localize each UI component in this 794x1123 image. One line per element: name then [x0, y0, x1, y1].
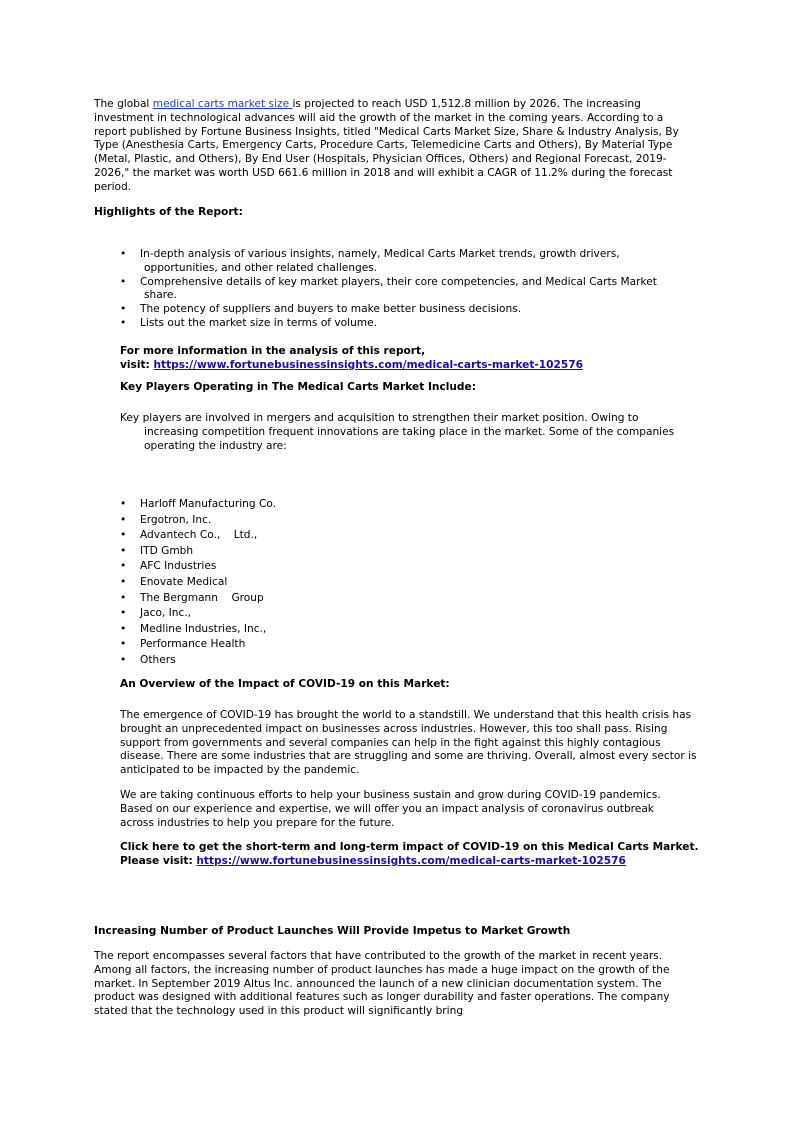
bullet-icon: • [120, 560, 127, 573]
bullet-icon: • [120, 275, 127, 288]
company-item [120, 513, 520, 529]
list-item [120, 303, 680, 317]
more-info-block [120, 345, 700, 373]
company-item [120, 653, 520, 669]
key-players-intro-rest: increasing competition frequent innovations are taking place in the market. Some of the companies operating the industry are: [144, 425, 675, 452]
bullet-icon: • [120, 607, 127, 620]
more-info-visit-line [120, 359, 700, 373]
medical-carts-market-size-link[interactable]: medical carts market size [152, 98, 293, 110]
company-name: Harloff Manufacturing Co. [140, 498, 277, 510]
bullet-icon: • [120, 498, 127, 510]
bullet-icon: • [120, 316, 127, 329]
company-item [120, 528, 520, 544]
list-item [120, 276, 680, 304]
company-name: The Bergmann Group [140, 591, 264, 604]
bullet-icon: • [120, 303, 127, 316]
company-name: Others [140, 653, 176, 666]
bullet-icon: • [120, 653, 127, 666]
bullet-icon: • [120, 638, 127, 651]
highlights-list [120, 248, 680, 331]
company-name: Jaco, Inc., [140, 607, 192, 620]
company-item [120, 559, 520, 575]
company-item [120, 544, 520, 560]
bullet-icon: • [120, 529, 127, 542]
covid-paragraph-2: We are taking continuous efforts to help your business sustain and grow during COVID-19 pandemics. Based on our experience and expertise, we will offer you an impact analysis of coronavirus outbreak across industries to help you prepare for the future. [120, 789, 661, 829]
key-players-intro [120, 412, 680, 453]
highlights-heading: Highlights of the Report: [94, 206, 243, 218]
covid-cta-text: Click here to get the short-term and long-term impact of COVID-19 on this Medical Carts Market. Please visit: [120, 841, 699, 867]
bullet-icon: • [120, 544, 127, 557]
company-item [120, 591, 520, 607]
company-name: AFC Industries [140, 560, 217, 573]
visit-label: visit: [120, 358, 154, 371]
more-info-text: For more information in the analysis of this report, [120, 345, 426, 357]
company-item [120, 575, 520, 591]
key-players-intro-line1: Key players are involved in mergers and acquisition to strengthen their market position. Owing to [120, 412, 639, 424]
company-name: Enovate Medical [140, 575, 228, 588]
company-name: Ergotron, Inc. [140, 513, 212, 526]
intro-prefix: The global [94, 98, 153, 110]
highlight-line-1: Comprehensive details of key market players, their core competencies, and Medical Carts Market [140, 275, 657, 288]
product-launches-heading: Increasing Number of Product Launches Will Provide Impetus to Market Growth [94, 925, 571, 937]
company-item [120, 622, 520, 638]
bullet-icon: • [120, 575, 127, 588]
covid-heading: An Overview of the Impact of COVID-19 on this Market: [120, 678, 450, 690]
highlight-line-1: The potency of suppliers and buyers to make better business decisions. [140, 303, 522, 316]
company-name: Performance Health [140, 638, 246, 651]
company-name: ITD Gmbh [140, 544, 194, 557]
covid-impact-link[interactable]: https://www.fortunebusinessinsights.com/medical-carts-market-102576 [196, 854, 626, 867]
companies-list [120, 497, 520, 669]
company-item [120, 606, 520, 622]
list-item [120, 248, 680, 276]
highlight-line-1: Lists out the market size in terms of volume. [140, 316, 378, 329]
product-launches-paragraph: The report encompasses several factors that have contributed to the growth of the market in recent years. Among all factors, the increasing number of product launches has made a huge impact on the growth of the market. In September 2019 Altus Inc. announced the launch of a new clinician documentation system. The product was designed with additional features such as longer durability and faster operations. The company stated that the technology used in this product will significantly bring [94, 950, 670, 1018]
highlight-line-1: In-depth analysis of various insights, namely, Medical Carts Market trends, growth drivers, [140, 248, 620, 260]
company-item [120, 497, 520, 513]
highlight-line-2: opportunities, and other related challenges. [144, 261, 378, 274]
intro-paragraph [94, 98, 694, 195]
list-item [120, 317, 680, 331]
company-name: Advantech Co., Ltd., [140, 529, 258, 542]
intro-text: is projected to reach USD 1,512.8 million by 2026. The increasing investment in technological advances will aid the growth of the market in the coming years. According to a report published by Fortune Business Insights, titled "Medical Carts Market Size, Share & Industry Analysis, By Type (Anesthesia Carts, Emergency Carts, Procedure Carts, Telemedicine Carts and Others), By Material Type (Metal, Plastic, and Others), By End User (Hospitals, Physician Offices, Others) and Regional Forecast, 2019-2026," the market was worth USD 661.6 million in 2018 and will exhibit a CAGR of 11.2% during the forecast period. [94, 98, 679, 193]
bullet-icon: • [120, 513, 127, 526]
company-name: Medline Industries, Inc., [140, 622, 267, 635]
bullet-icon: • [120, 591, 127, 604]
bullet-icon: • [120, 248, 127, 260]
report-link[interactable]: https://www.fortunebusinessinsights.com/medical-carts-market-102576 [153, 358, 584, 371]
covid-cta [120, 841, 720, 869]
highlight-line-2: share. [144, 289, 177, 302]
covid-paragraph-1: The emergence of COVID-19 has brought the world to a standstill. We understand that this health crisis has brought an unprecedented impact on businesses across industries. However, this too shall pass. Rising support from governments and several companies can help in the fight against this highly contagious disease. There are some industries that are struggling and some are thriving. Overall, almost every sector is anticipated to be impacted by the pandemic. [120, 709, 697, 777]
key-players-heading: Key Players Operating in The Medical Carts Market Include: [120, 381, 476, 393]
bullet-icon: • [120, 622, 127, 635]
company-item [120, 637, 520, 653]
